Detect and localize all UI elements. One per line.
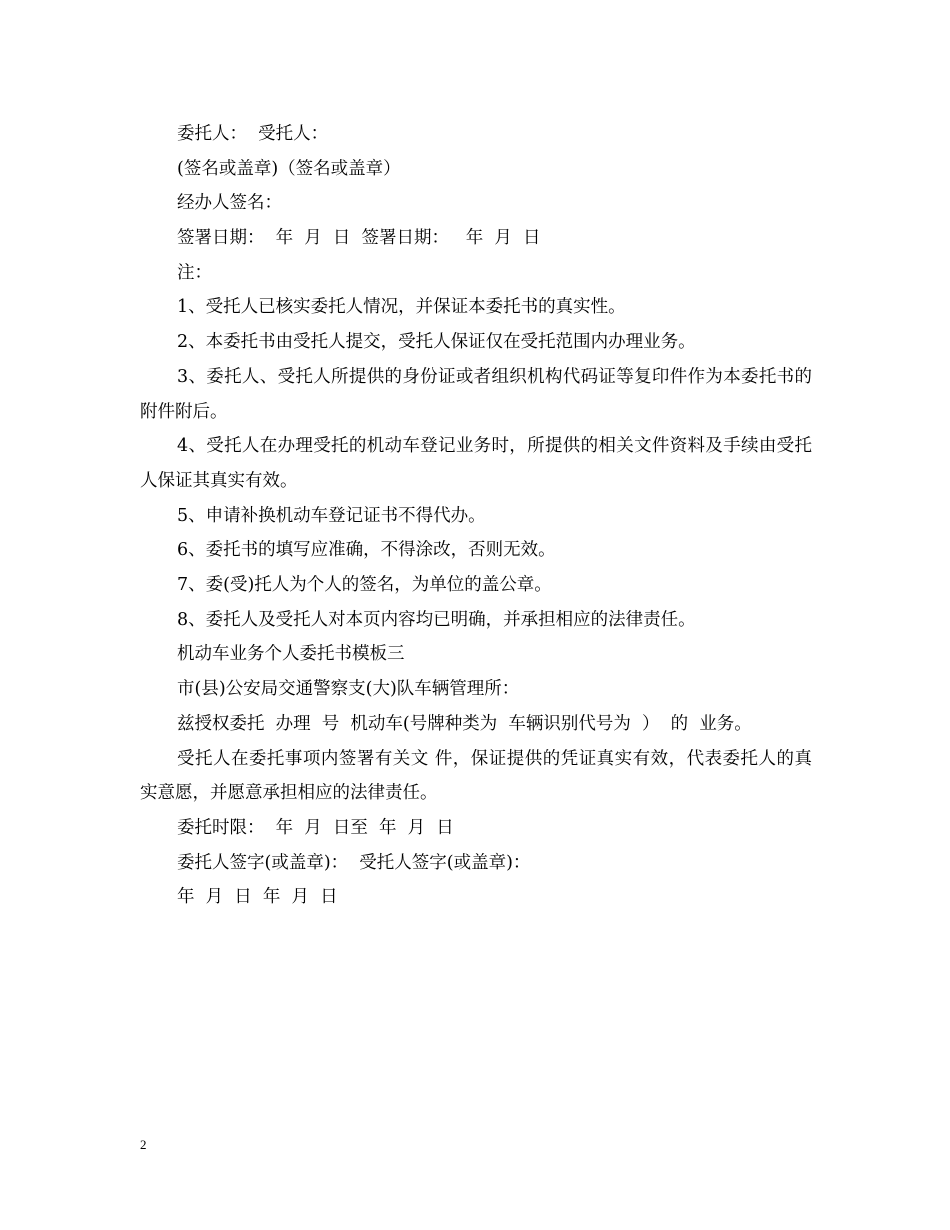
- document-body: [140, 117, 812, 915]
- term-line: 委托时限： 年 月 日至 年 月 日: [177, 817, 454, 838]
- signature-parties-line: 委托人： 受托人：: [177, 124, 329, 144]
- note-item: 3、委托人、受托人所提供的身份证或者组织机构代码证等复印件作为本委托书的附件附后。: [140, 366, 812, 422]
- template-title: 机动车业务个人委托书模板三: [177, 644, 405, 665]
- sign-or-seal-line: (签名或盖章)（签名或盖章）: [177, 158, 401, 179]
- note-item: 7、委(受)托人为个人的签名，为单位的盖公章。: [177, 575, 552, 596]
- note-item: 8、委托人及受托人对本页内容均已明确，并承担相应的法律责任。: [177, 609, 696, 630]
- note-item: 6、委托书的填写应准确，不得涂改，否则无效。: [177, 540, 556, 561]
- signatures-line: 委托人签字(或盖章)： 受托人签字(或盖章)：: [177, 852, 531, 873]
- handler-signature-line: 经办人签名：: [177, 193, 282, 214]
- notes-heading: 注：: [177, 262, 212, 283]
- addressee-line: 市(县)公安局交通警察支(大)队车辆管理所：: [177, 679, 520, 700]
- authorization-line: 兹授权委托 办理 号 机动车(号牌种类为 车辆识别代号为 ） 的 业务。: [177, 713, 752, 734]
- note-item: 2、本委托书由受托人提交，受托人保证仅在受托范围内办理业务。: [177, 332, 696, 353]
- dates-line: 年 月 日 年 月 日: [177, 887, 338, 908]
- sign-dates-line: 签署日期： 年 月 日 签署日期： 年 月 日: [177, 228, 541, 249]
- note-item: 4、受托人在办理受托的机动车登记业务时，所提供的相关文件资料及手续由受托人保证其真实有效。: [140, 436, 812, 491]
- statement-paragraph: 受托人在委托事项内签署有关文 件，保证提供的凭证真实有效，代表委托人的真实意愿，并愿意承担相应的法律责任。: [140, 748, 812, 804]
- page-number: 2: [140, 1137, 147, 1152]
- note-item: 1、受托人已核实委托人情况，并保证本委托书的真实性。: [177, 297, 626, 318]
- note-item: 5、申请补换机动车登记证书不得代办。: [177, 505, 486, 526]
